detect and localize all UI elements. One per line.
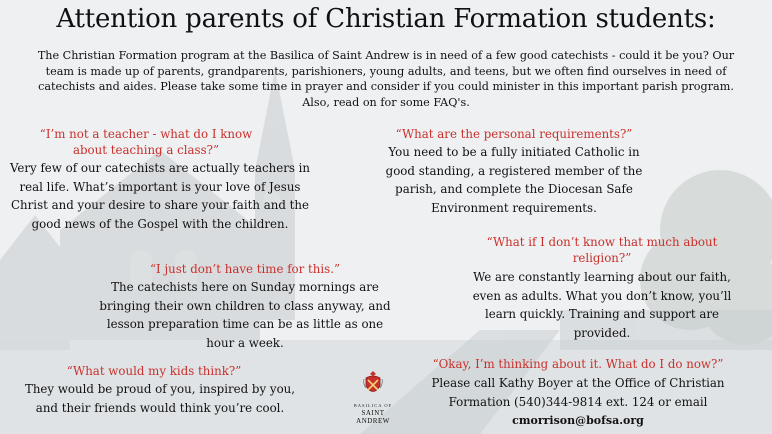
faq-answer-religion: We are constantly learning about our faith, even as adults. What you don’t know, you’ll learn quickly. Training and support are provided.: [472, 270, 732, 340]
faq-question-time: “I just don’t have time for this.”: [150, 262, 340, 276]
crest-name: SAINT ANDREW: [356, 409, 390, 425]
faq-question-requirements: “What are the personal requirements?”: [395, 127, 633, 141]
faq-question-religion: “What if I don’t know that much about religion?”: [486, 235, 718, 265]
page-title: Attention parents of Christian Formation students:: [56, 4, 716, 34]
intro-paragraph: The Christian Formation program at the Basilica of Saint Andrew is in need of a few good catechists - could it be you? Our team is made up of parents, grandparents, parishioners, young adults, and teens, but we often find ourselves in need of catechists and aides. Please take some time in prayer and consider if you could minister in this important parish program. Also, read on for some FAQ's.: [37, 49, 735, 109]
faq-answer-kids: They would be proud of you, inspired by you, and their friends would think you’re cool.: [24, 382, 296, 415]
contact-email-link[interactable]: cmorrison@bofsa.org: [512, 414, 644, 428]
faq-answer-teacher: Very few of our catechists are actually teachers in real life. What’s important is your love of Jesus Christ and your desire to share your faith and the good news of the Gospel with the children.: [9, 161, 311, 231]
contact-instructions: Please call Kathy Boyer at the Office of Christian Formation (540)344-9814 ext. 124 or email: [431, 376, 725, 409]
basilica-crest: [344, 370, 402, 428]
crest-emblem-icon: [362, 370, 384, 398]
crest-subtitle: BASILICA OF: [353, 403, 393, 408]
faq-answer-requirements: You need to be a fully initiated Catholic in good standing, a registered member of the parish, and complete the Diocesan Safe Environment requirements.: [385, 145, 643, 215]
faq-question-now: “Okay, I’m thinking about it. What do I do now?”: [432, 357, 724, 371]
faq-question-kids: “What would my kids think?”: [66, 364, 242, 378]
faq-answer-time: The catechists here on Sunday mornings are bringing their own children to class anyway, and lesson preparation time can be as little as one hour a week.: [99, 280, 391, 350]
faq-question-teacher: “I’m not a teacher - what do I know about teaching a class?”: [39, 127, 253, 157]
faq-answer-now: [410, 374, 746, 431]
